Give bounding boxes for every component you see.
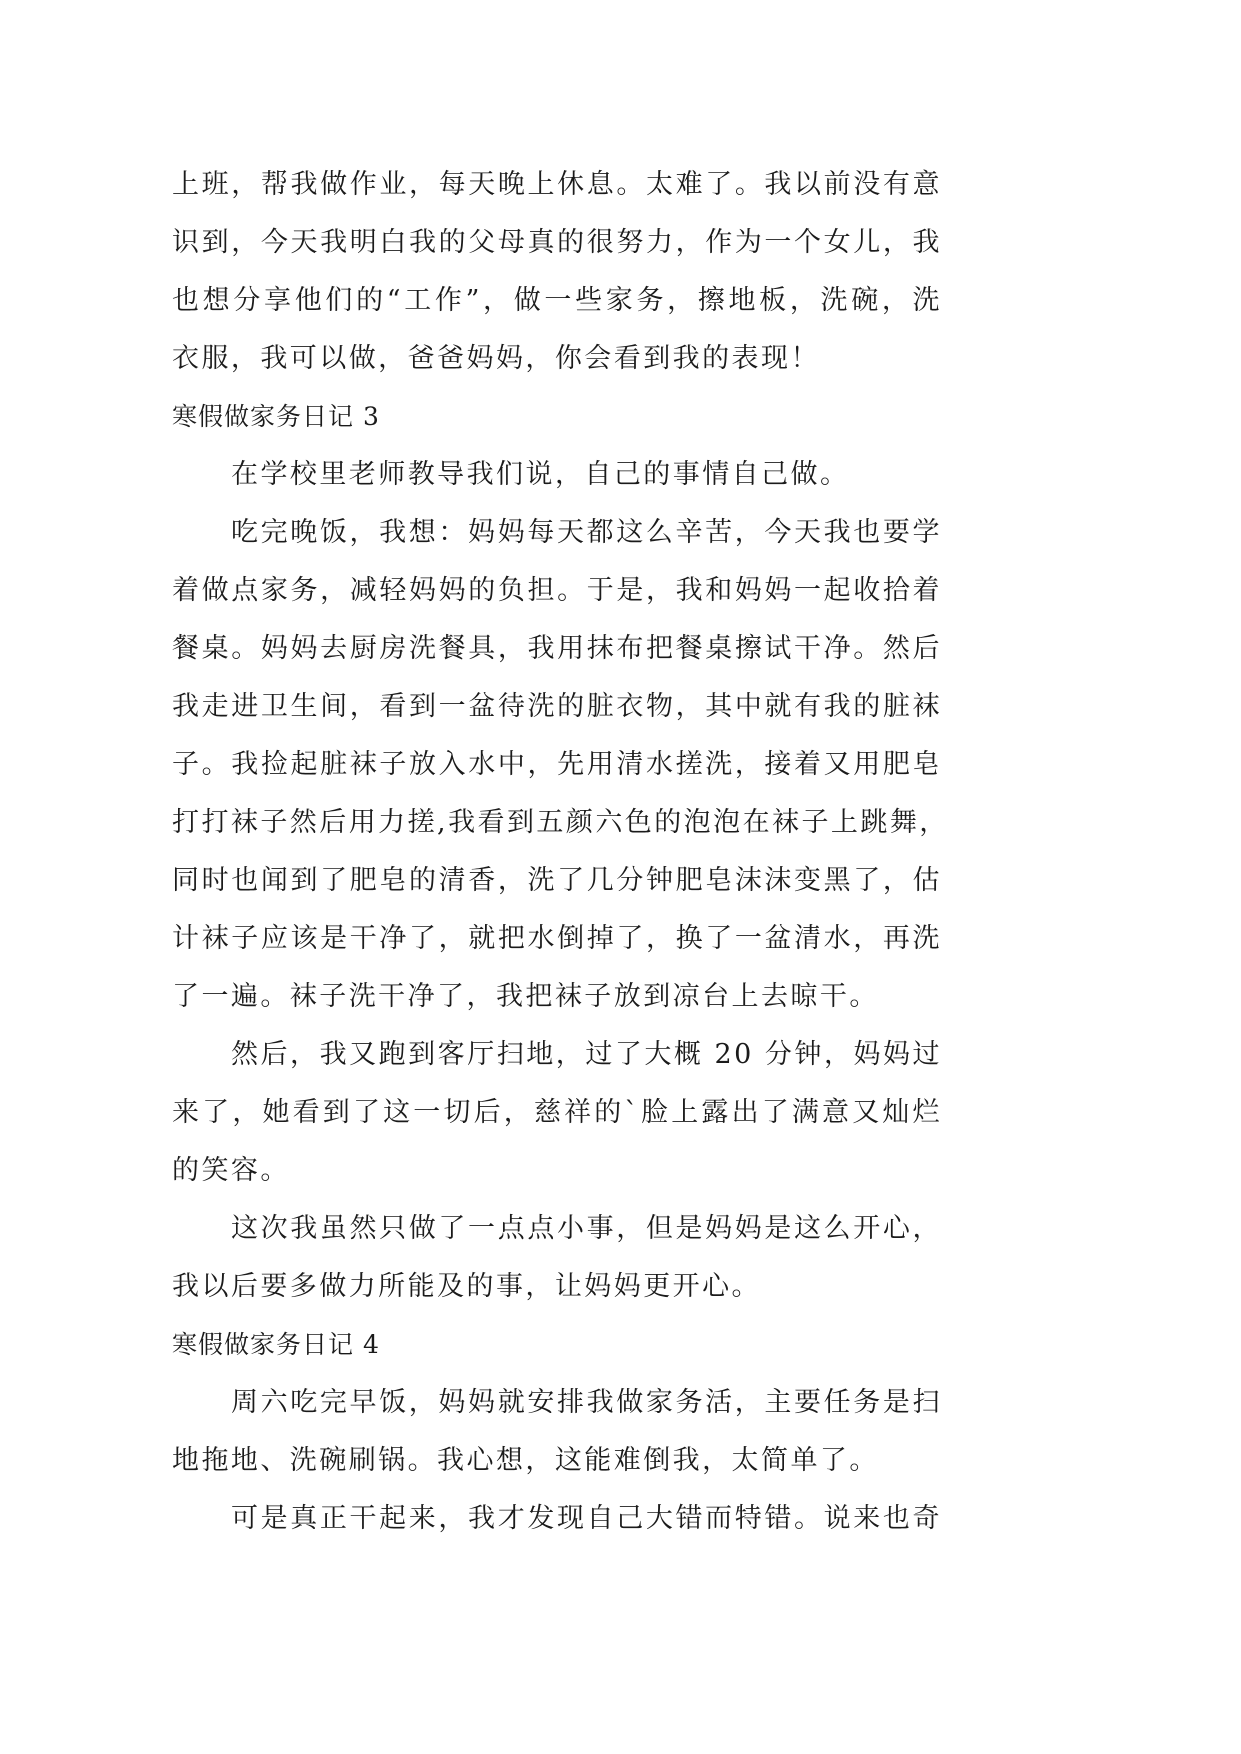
text-line: 然后，我又跑到客厅扫地，过了大概 20 分钟，妈妈过 [231, 1039, 942, 1070]
paragraph [172, 446, 942, 504]
text-line: 同时也闻到了肥皂的清香，洗了几分钟肥皂沫沫变黑了，估 [172, 865, 942, 896]
paragraph-continued [172, 156, 942, 388]
text-line: 这次我虽然只做了一点点小事，但是妈妈是这么开心， [231, 1213, 942, 1244]
paragraph [172, 1200, 942, 1316]
text-line: 也想分享他们的“工作”，做一些家务，擦地板，洗碗，洗 [172, 285, 942, 316]
paragraph [172, 1026, 942, 1200]
paragraph [172, 1490, 942, 1548]
text-line: 我走进卫生间，看到一盆待洗的脏衣物，其中就有我的脏袜 [172, 691, 942, 722]
text-line: 来了，她看到了这一切后，慈祥的`脸上露出了满意又灿烂 [172, 1097, 942, 1128]
text-line: 我以后要多做力所能及的事，让妈妈更开心。 [172, 1271, 761, 1302]
document-body [172, 156, 949, 1548]
text-line: 餐桌。妈妈去厨房洗餐具，我用抹布把餐桌擦试干净。然后 [172, 633, 942, 664]
text-line: 子。我捡起脏袜子放入水中，先用清水搓洗，接着又用肥皂 [172, 749, 942, 780]
section-heading: 寒假做家务日记 3 [172, 402, 380, 431]
text-line: 可是真正干起来，我才发现自己大错而特错。说来也奇 [231, 1503, 942, 1534]
text-line: 地拖地、洗碗刷锅。我心想，这能难倒我，太简单了。 [172, 1445, 879, 1476]
text-line: 在学校里老师教导我们说，自己的事情自己做。 [231, 459, 850, 490]
text-line: 衣服，我可以做，爸爸妈妈，你会看到我的表现！ [172, 343, 820, 374]
text-line: 着做点家务，减轻妈妈的负担。于是，我和妈妈一起收拾着 [172, 575, 942, 606]
text-line: 的笑容。 [172, 1155, 290, 1186]
text-line: 计袜子应该是干净了，就把水倒掉了，换了一盆清水，再洗 [172, 923, 942, 954]
text-line: 吃完晚饭，我想：妈妈每天都这么辛苦，今天我也要学 [231, 517, 942, 548]
text-line: 上班，帮我做作业，每天晚上休息。太难了。我以前没有意 [172, 169, 942, 200]
text-line: 了一遍。袜子洗干净了，我把袜子放到凉台上去晾干。 [172, 981, 879, 1012]
paragraph [172, 1374, 942, 1490]
paragraph [172, 504, 949, 1026]
text-line: 打打袜子然后用力搓,我看到五颜六色的泡泡在袜子上跳舞， [172, 807, 949, 838]
text-line: 识到，今天我明白我的父母真的很努力，作为一个女儿，我 [172, 227, 942, 258]
section-heading: 寒假做家务日记 4 [172, 1330, 380, 1359]
text-line: 周六吃完早饭，妈妈就安排我做家务活，主要任务是扫 [231, 1387, 942, 1418]
